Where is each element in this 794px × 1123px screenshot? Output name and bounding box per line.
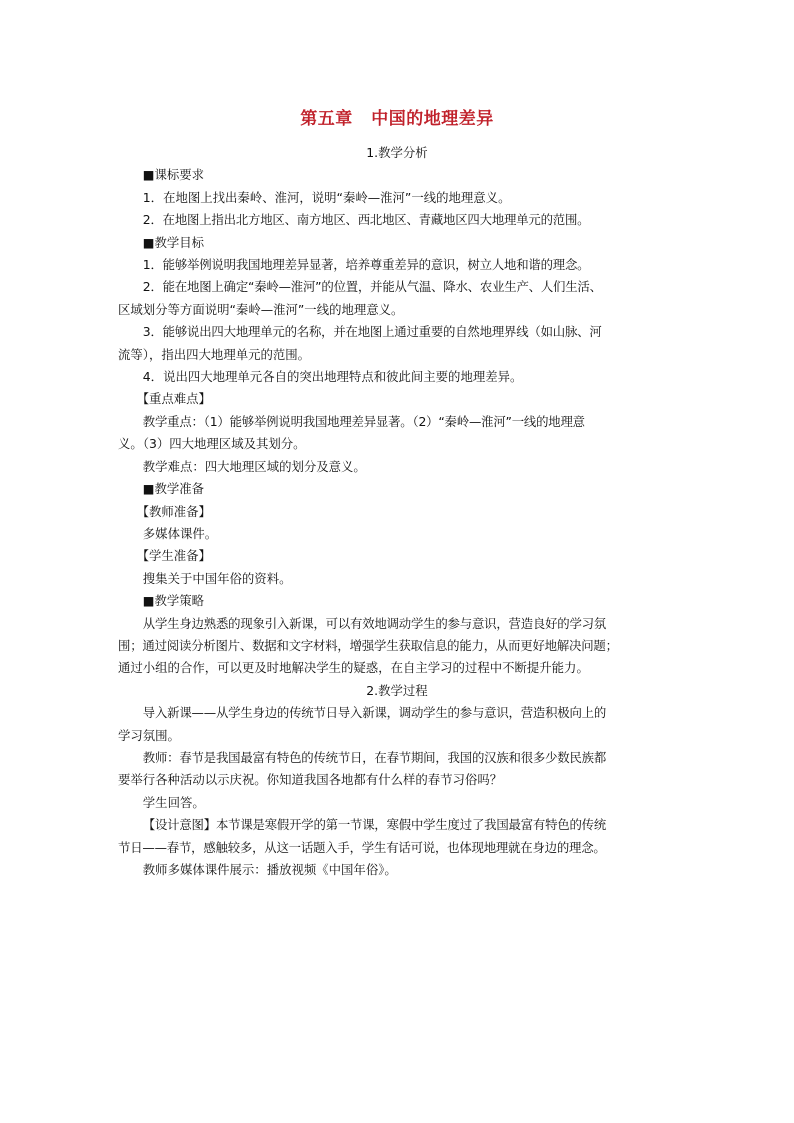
heading-preparation: ■教学准备	[142, 481, 205, 497]
teacher-prep: 多媒体课件。	[142, 525, 218, 541]
chapter-title: 第五章 中国的地理差异	[300, 109, 494, 129]
teacher-line-1: 教师：春节是我国最富有特色的传统节日，在春节期间，我国的汉族和很多少数民族都	[142, 749, 607, 765]
strategy-line-1: 从学生身边熟悉的现象引入新课，可以有效地调动学生的参与意识，营造良好的学习氛	[142, 615, 607, 631]
document-body	[118, 142, 676, 881]
student-answer: 学生回答。	[142, 794, 205, 810]
heading-curriculum: ■课标要求	[142, 167, 205, 183]
section-title-analysis: 1.教学分析	[366, 145, 428, 160]
strategy-line-2: 围；通过阅读分析图片、数据和文字材料，增强学生获取信息的能力，从而更好地解决问题；	[118, 637, 618, 653]
objective-1: 1．能够举例说明我国地理差异显著，培养尊重差异的意识，树立人地和谐的理念。	[142, 257, 590, 273]
difficulties: 教学难点：四大地理区域的划分及意义。	[142, 458, 366, 474]
heading-strategy: ■教学策略	[142, 593, 205, 609]
design-intent-line-2: 节日——春节，感触较多，从这一话题入手，学生有话可说，也体现地理就在身边的理念。	[118, 839, 606, 855]
design-intent-line-1: 【设计意图】本节课是寒假开学的第一节课，寒假中学生度过了我国最富有特色的传统	[142, 817, 607, 833]
section-title-process: 2.教学过程	[366, 682, 428, 698]
heading-key-points: 【重点难点】	[136, 391, 211, 407]
curriculum-item-1: 1．在地图上找出秦岭、淮河，说明“秦岭—淮河”一线的地理意义。	[142, 189, 511, 205]
curriculum-item-2: 2．在地图上指出北方地区、南方地区、西北地区、青藏地区四大地理单元的范围。	[142, 212, 590, 228]
heading-student-prep: 【学生准备】	[136, 548, 211, 564]
intro-line-2: 学习氛围。	[118, 727, 180, 743]
heading-objectives: ■教学目标	[142, 234, 205, 250]
objective-2-line-1: 2．能在地图上确定“秦岭—淮河”的位置，并能从气温、降水、农业生产、人们生活、	[142, 279, 602, 295]
heading-teacher-prep: 【教师准备】	[136, 503, 211, 519]
intro-line-1: 导入新课——从学生身边的传统节日导入新课，调动学生的参与意识，营造积极向上的	[142, 705, 607, 721]
key-points-line-1: 教学重点：（1）能够举例说明我国地理差异显著。（2）“秦岭—淮河”一线的地理意	[142, 413, 585, 429]
teacher-line-2: 要举行各种活动以示庆祝。你知道我国各地都有什么样的春节习俗吗？	[118, 772, 503, 788]
strategy-line-3: 通过小组的合作，可以更及时地解决学生的疑惑，在自主学习的过程中不断提升能力。	[118, 660, 589, 676]
objective-2-line-2: 区域划分等方面说明“秦岭—淮河”一线的地理意义。	[118, 301, 404, 317]
objective-3-line-2: 流等），指出四大地理单元的范围。	[118, 346, 311, 362]
multimedia-display: 教师多媒体课件展示：播放视频《中国年俗》。	[142, 862, 397, 877]
student-prep: 搜集关于中国年俗的资料。	[142, 570, 292, 586]
key-points-line-2: 义。（3）四大地理区域及其划分。	[118, 436, 306, 452]
objective-4: 4．说出四大地理单元各自的突出地理特点和彼此间主要的地理差异。	[142, 369, 523, 385]
objective-3-line-1: 3．能够说出四大地理单元的名称，并在地图上通过重要的自然地理界线（如山脉、河	[142, 324, 602, 340]
